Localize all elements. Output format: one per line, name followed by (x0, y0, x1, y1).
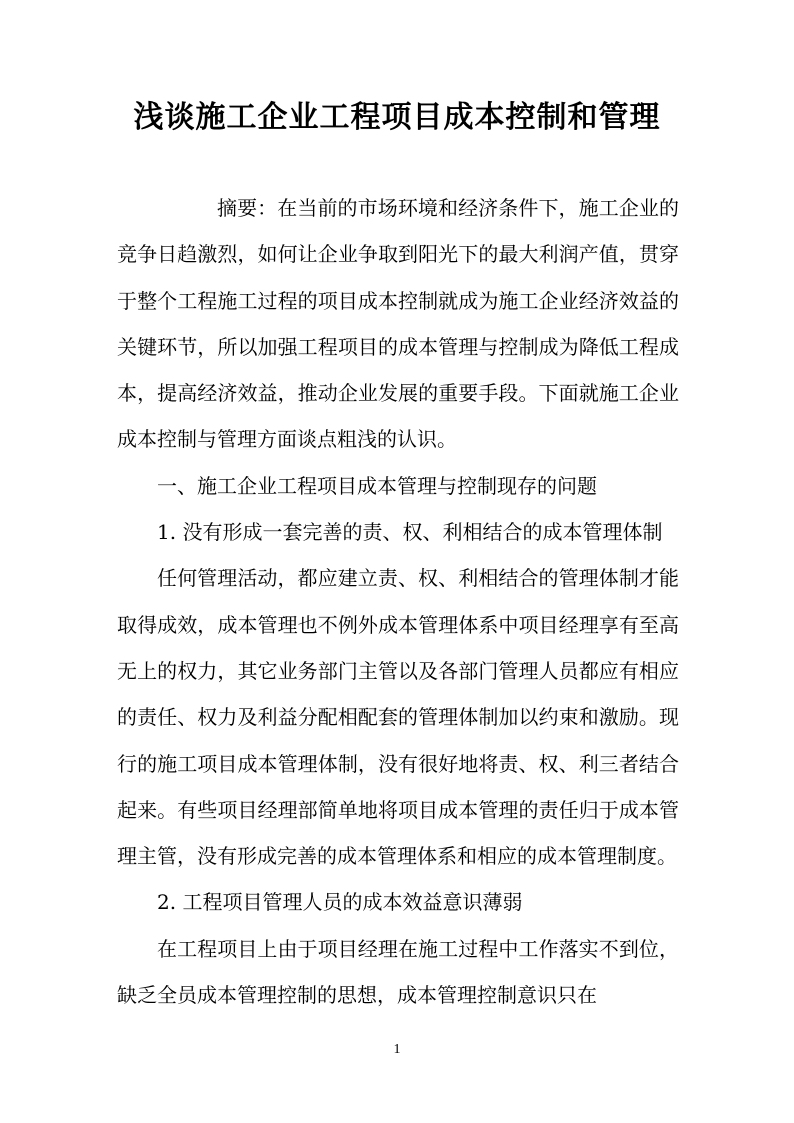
subsection-heading-2: 2. 工程项目管理人员的成本效益意识薄弱 (157, 890, 523, 915)
section-heading-1: 一、施工企业工程项目成本管理与控制现存的问题 (157, 473, 597, 498)
body-paragraph: 在工程项目上由于项目经理在施工过程中工作落实不到位，缺乏全员成本管理控制的思想，成本管理控制意识只在 (117, 936, 679, 1008)
subsection-heading-1: 1. 没有形成一套完善的责、权、利相结合的成本管理体制 (157, 520, 663, 545)
abstract-paragraph: 摘要：在当前的市场环境和经济条件下，施工企业的竞争日趋激烈，如何让企业争取到阳光下的最大利润产值，贯穿于整个工程施工过程的项目成本控制就成为施工企业经济效益的关键环节，所以加强工程项目的成本管理与控制成为降低工程成本，提高经济效益，推动企业发展的重要手段。下面就施工企业成本控制与管理方面谈点粗浅的认识。 (117, 196, 679, 452)
body-paragraph: 任何管理活动，都应建立责、权、利相结合的管理体制才能取得成效，成本管理也不例外成本管理体系中项目经理享有至高无上的权力，其它业务部门主管以及各部门管理人员都应有相应的责任、权力及利益分配相配套的管理体制加以约束和激励。现行的施工项目成本管理体制，没有很好地将责、权、利三者结合起来。有些项目经理部简单地将项目成本管理的责任归于成本管理主管，没有形成完善的成本管理体系和相应的成本管理制度。 (117, 566, 679, 869)
document-body (117, 185, 679, 1018)
document-title: 浅谈施工企业工程项目成本控制和管理 (133, 100, 661, 135)
page-number: 1 (393, 1042, 401, 1057)
